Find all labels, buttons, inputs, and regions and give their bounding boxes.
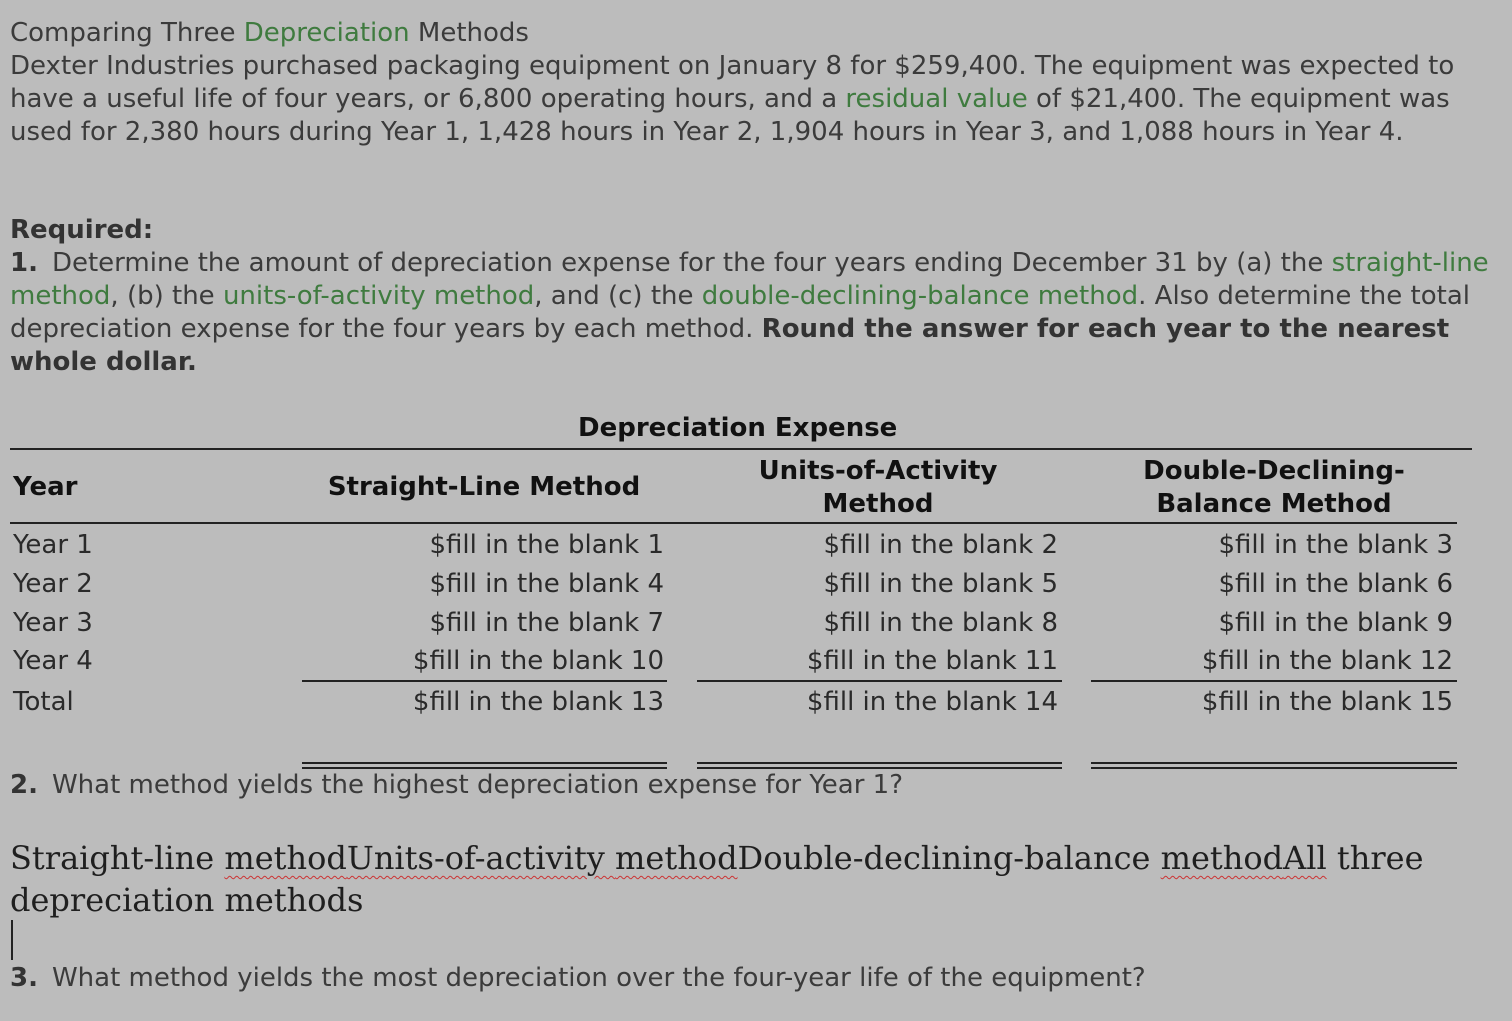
blank-input[interactable]: $fill in the blank 5 (823, 569, 1058, 599)
choice-straight-line[interactable]: Straight-line method (10, 839, 347, 877)
answer-choices[interactable] (10, 837, 1490, 921)
required-heading: Required: (10, 215, 154, 245)
row-label: Year 4 (13, 646, 93, 676)
blank-input[interactable]: $fill in the blank 15 (1201, 687, 1453, 717)
question-number: 2. (10, 770, 38, 800)
double-declining-balance-link[interactable]: double-declining-balance method (701, 281, 1139, 311)
question-number: 3. (10, 963, 38, 993)
blank-input[interactable]: $fill in the blank 14 (806, 687, 1058, 717)
question-number: 1. (10, 248, 38, 278)
blank-input[interactable]: $fill in the blank 13 (412, 687, 664, 717)
row-label: Year 2 (13, 569, 93, 599)
subtotal-rule (697, 680, 1062, 682)
subtotal-rule (302, 680, 667, 682)
units-of-activity-method-link[interactable]: units-of-activity method (222, 281, 535, 311)
header-rule (10, 522, 1457, 524)
residual-value-link[interactable]: residual value (845, 84, 1028, 114)
header-year: Year (13, 472, 78, 502)
choice-all-three[interactable]: All three depreciation methods (10, 839, 1424, 919)
blank-input[interactable]: $fill in the blank 6 (1218, 569, 1453, 599)
table-caption: Depreciation Expense (578, 413, 898, 443)
total-double-rule (1091, 762, 1457, 769)
subtotal-rule (1091, 680, 1457, 682)
blank-input[interactable]: $fill in the blank 8 (823, 608, 1058, 638)
blank-input[interactable]: $fill in the blank 4 (429, 569, 664, 599)
header-straight-line: Straight-Line Method (327, 472, 641, 502)
blank-input[interactable]: $fill in the blank 9 (1218, 608, 1453, 638)
header-units-of-activity: Units-of-Activity Method (758, 456, 998, 519)
row-label-total: Total (13, 687, 74, 717)
question-3: 3. What method yields the most depreciation over the four-year life of the equipment? (10, 963, 1146, 993)
problem-description: Dexter Industries purchased packaging equipment on January 8 for $259,400. The equipment was expected to have a useful life of four years, or 6,800 operating hours, and a residual value of $21,400. The equipment was used for 2,380 hours during Year 1, 1,428 hours in Year 2, 1,904 hours in Year 3, and 1,088 hours in Year 4. (10, 51, 1455, 147)
total-double-rule (302, 762, 667, 769)
choice-double-declining[interactable]: Double-declining-balance method (737, 839, 1284, 877)
question-2: 2. What method yields the highest depreciation expense for Year 1? (10, 770, 903, 800)
total-double-rule (697, 762, 1062, 769)
choice-units-of-activity[interactable]: Units-of-activity method (346, 839, 738, 877)
table-top-rule (10, 448, 1472, 450)
header-double-declining: Double-Declining- Balance Method (1143, 456, 1405, 519)
blank-input[interactable]: $fill in the blank 11 (806, 646, 1058, 676)
blank-input[interactable]: $fill in the blank 3 (1218, 530, 1453, 560)
blank-input[interactable]: $fill in the blank 2 (823, 530, 1058, 560)
blank-input[interactable]: $fill in the blank 1 (429, 530, 664, 560)
row-label: Year 3 (13, 608, 93, 638)
depreciation-link[interactable]: Depreciation (243, 18, 410, 48)
straight-line-method-link[interactable]: straight-line method (10, 248, 1489, 311)
blank-input[interactable]: $fill in the blank 7 (429, 608, 664, 638)
question-1: 1. Determine the amount of depreciation expense for the four years ending December 31 by (a) the straight-line method, (b) the units-of-activity method, and (c) the double-declining-balance method. Also determine the total depreciation expense for the four years by each method. Round the answer for each year to the nearest whole dollar. (10, 248, 1489, 377)
blank-input[interactable]: $fill in the blank 12 (1201, 646, 1453, 676)
blank-input[interactable]: $fill in the blank 10 (412, 646, 664, 676)
text-cursor (11, 920, 13, 960)
row-label: Year 1 (13, 530, 93, 560)
page-title: Comparing Three Depreciation Methods (10, 18, 529, 48)
